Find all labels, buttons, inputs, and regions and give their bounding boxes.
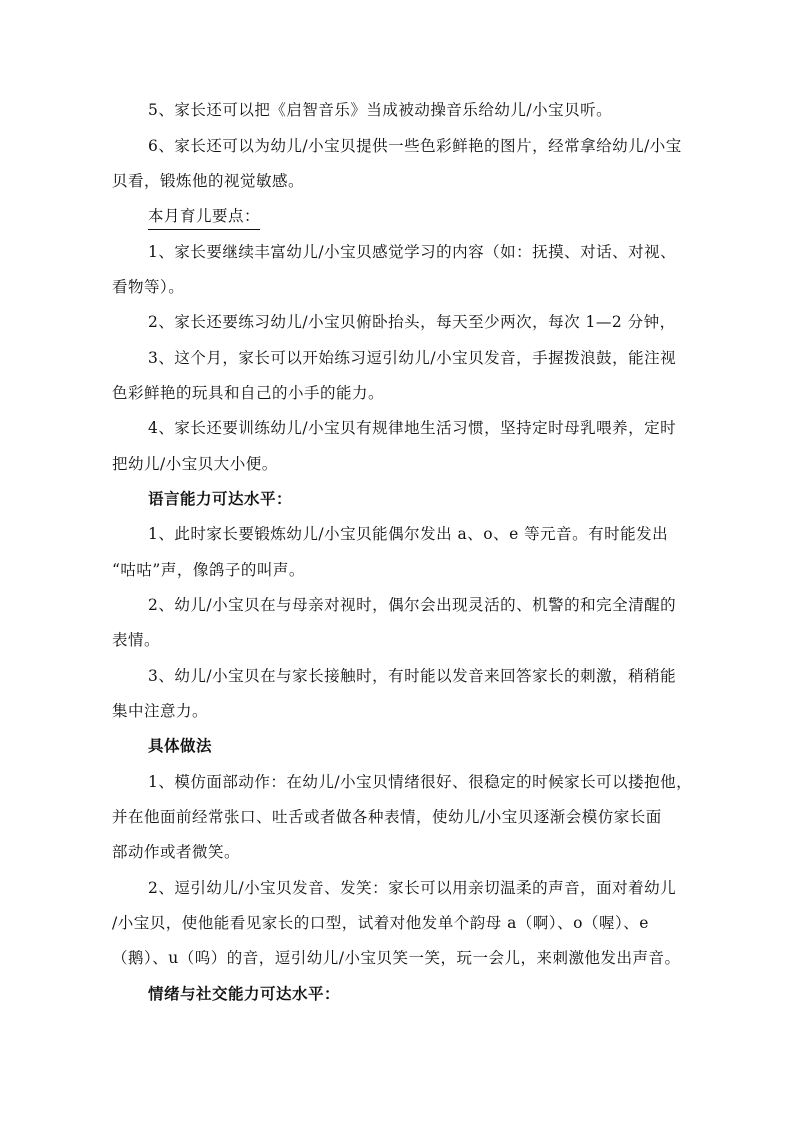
paragraph-6-line-2: 贝看，锻炼他的视觉敏感。 [112,172,305,190]
point-2-line-1: 2、家长还要练习幼儿/小宝贝俯卧抬头，每天至少两次，每次 1—2 分钟， [148,313,676,331]
language-3-line-1: 3、幼儿/小宝贝在与家长接触时，有时能以发音来回答家长的刺激，稍稍能 [148,667,677,685]
point-1-line-2: 看物等）。 [112,278,185,296]
method-1-line-3: 部动作或者微笑。 [112,843,241,861]
section-heading-emotion-social: 情绪与社交能力可达水平： [148,985,341,1003]
point-1-line-1: 1、家长要继续丰富幼儿/小宝贝感觉学习的内容（如：抚摸、对话、对视、 [148,243,677,261]
point-4-line-2: 把幼儿/小宝贝大小便。 [112,455,278,473]
language-2-line-2: 表情。 [112,631,161,649]
point-4-line-1: 4、家长还要训练幼儿/小宝贝有规律地生活习惯，坚持定时母乳喂养，定时 [148,419,677,437]
section-heading-methods: 具体做法 [148,737,213,755]
point-3-line-2: 色彩鲜艳的玩具和自己的小手的能力。 [112,384,385,402]
method-1-line-2: 并在他面前经常张口、吐舌或者做各种表情，使幼儿/小宝贝逐渐会模仿家长面 [112,808,662,826]
language-2-line-1: 2、幼儿/小宝贝在与母亲对视时，偶尔会出现灵活的、机警的和完全清醒的 [148,596,677,614]
method-2-line-1: 2、逗引幼儿/小宝贝发音、发笑：家长可以用亲切温柔的声音，面对着幼儿 [148,879,677,897]
method-1-line-1: 1、模仿面部动作：在幼儿/小宝贝情绪很好、很稳定的时候家长可以搂抱他， [148,773,693,791]
language-3-line-2: 集中注意力。 [112,702,209,720]
method-2-line-2: /小宝贝，使他能看见家长的口型，试着对他发单个韵母 a（啊）、o（喔）、e [112,914,649,932]
section-heading-language: 语言能力可达水平： [148,490,293,508]
language-1-line-1: 1、此时家长要锻炼幼儿/小宝贝能偶尔发出 a、o、e 等元音。有时能发出 [148,525,669,543]
paragraph-6-line-1: 6、家长还可以为幼儿/小宝贝提供一些色彩鲜艳的图片，经常拿给幼儿/小宝 [148,137,682,155]
method-2-line-3: （鹅）、u（呜）的音，逗引幼儿/小宝贝笑一笑，玩一会儿，来刺激他发出声音。 [112,949,681,967]
language-1-line-2: “咕咕”声，像鸽子的叫声。 [112,561,305,579]
section-heading-monthly-points: 本月育儿要点： [148,206,260,230]
point-3-line-1: 3、这个月，家长可以开始练习逗引幼儿/小宝贝发音，手握拨浪鼓，能注视 [148,349,677,367]
paragraph-5-line-1: 5、家长还可以把《启智音乐》当成被动操音乐给幼儿/小宝贝听。 [148,101,613,119]
